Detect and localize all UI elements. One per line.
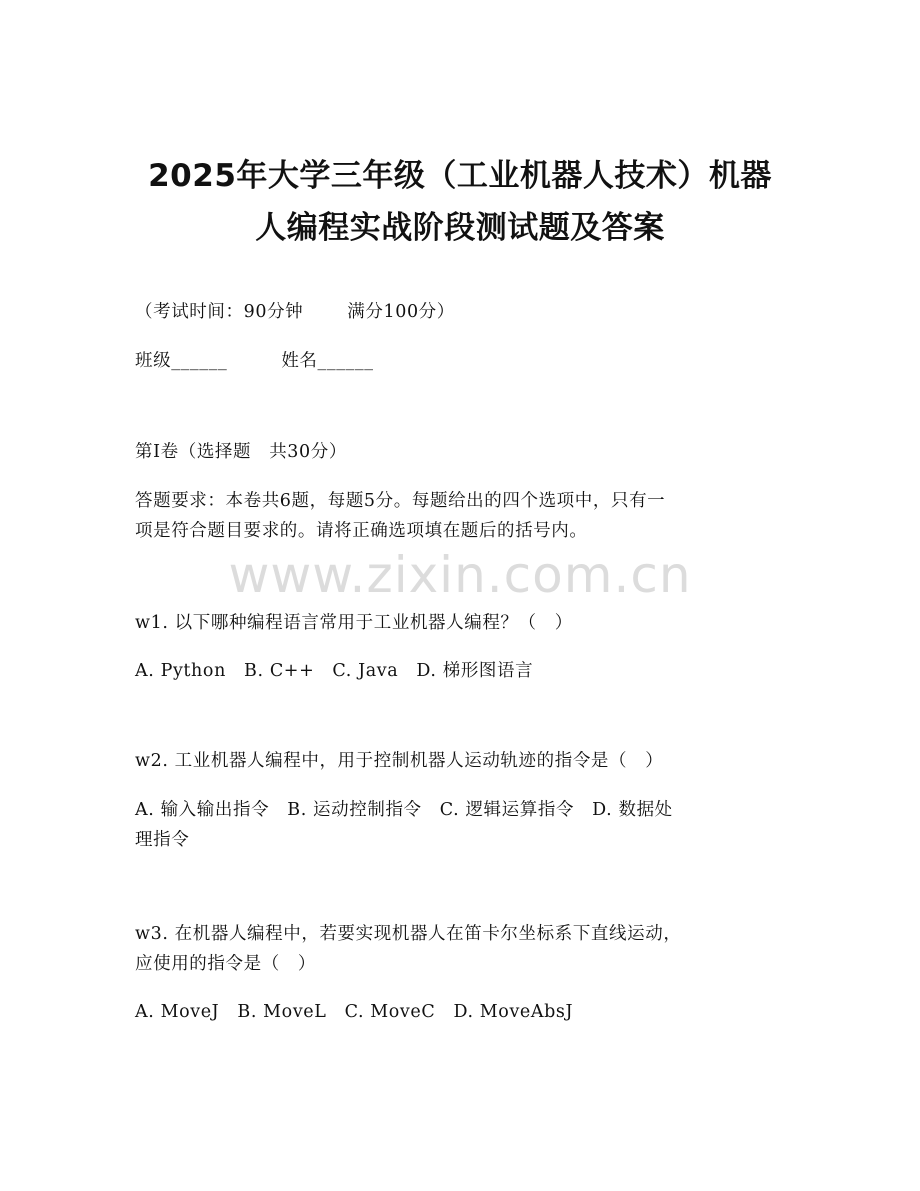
- question-3-stem-line-1: w3. 在机器人编程中，若要实现机器人在笛卡尔坐标系下直线运动，: [135, 924, 682, 944]
- student-info: [135, 346, 785, 376]
- question-1-stem: w1. 以下哪种编程语言常用于工业机器人编程？（ ）: [135, 613, 573, 633]
- document-title: [120, 150, 800, 254]
- question-3-stem-line-2: 应使用的指令是（ ）: [135, 954, 316, 974]
- full-score: 满分100分）: [347, 302, 455, 322]
- title-line-2: 人编程实战阶段测试题及答案: [255, 210, 665, 246]
- instructions-line-1: 答题要求：本卷共6题，每题5分。每题给出的四个选项中，只有一: [135, 491, 666, 511]
- section-title: 第Ⅰ卷（选择题 共30分）: [135, 442, 347, 462]
- question-2-options-line-1: A. 输入输出指令 B. 运动控制指令 C. 逻辑运算指令 D. 数据处: [135, 800, 673, 820]
- name-field: 姓名______: [281, 351, 374, 371]
- question-3-options: A. MoveJ B. MoveL C. MoveC D. MoveAbsJ: [135, 1002, 574, 1022]
- watermark: www.zixin.com.cn: [228, 546, 692, 604]
- class-field: 班级______: [135, 351, 228, 371]
- question-1-options: A. Python B. C++ C. Java D. 梯形图语言: [135, 661, 534, 681]
- exam-time: （考试时间：90分钟: [135, 302, 304, 322]
- instructions-line-2: 项是符合题目要求的。请将正确选项填在题后的括号内。: [135, 521, 588, 541]
- title-line-1: 2025年大学三年级（工业机器人技术）机器: [148, 158, 772, 194]
- question-2-options-line-2: 理指令: [135, 830, 190, 850]
- question-2-stem: w2. 工业机器人编程中，用于控制机器人运动轨迹的指令是（ ）: [135, 751, 664, 771]
- exam-info: [135, 297, 785, 327]
